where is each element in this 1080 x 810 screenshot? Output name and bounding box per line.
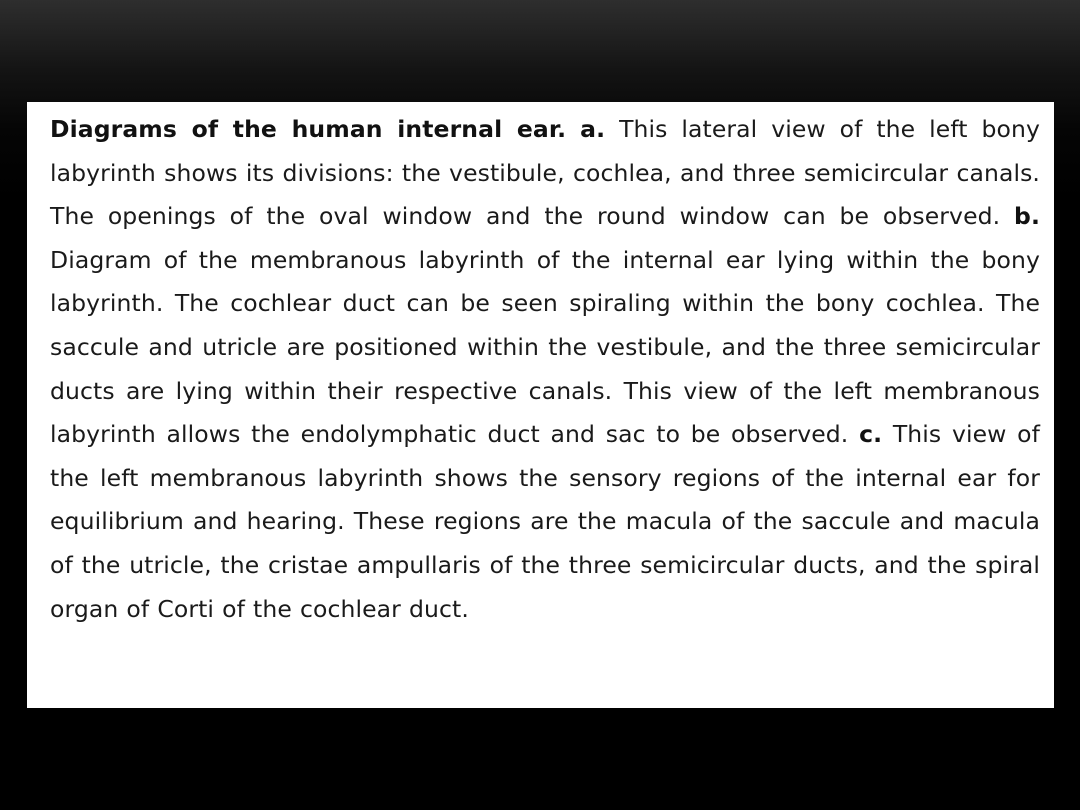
caption-label-a: a. bbox=[580, 115, 606, 143]
caption-label-c: c. bbox=[859, 420, 883, 449]
figure-caption-panel bbox=[27, 102, 1054, 708]
caption-text-b: Diagram of the membranous labyrinth of the internal ear lying within the bony labyrinth. The cochlear duct can be seen spiraling within the bony cochlea. The saccule and utricle are positioned within the vestibule, and the three semicircular ducts are lying within their respective canals. This view of the left membranous labyrinth allows the endolymphatic duct and sac to be observed. bbox=[50, 245, 1040, 449]
caption-heading: Diagrams of the human internal ear. bbox=[50, 115, 567, 143]
caption-text-c: This view of the left membranous labyrinth shows the sensory regions of the internal ear for equilibrium and hearing. These regions are the macula of the saccule and macula of the utricle, the cristae ampullaris of the three semicircular ducts, and the spiral organ of Corti of the cochlear duct. bbox=[50, 420, 1041, 623]
caption-text-a: This lateral view of the left bony labyrinth shows its divisions: the vestibule, cochlea, and three semicircular canals. The openings of the oval window and the round window can be observed. bbox=[50, 115, 1041, 231]
figure-caption bbox=[50, 108, 1040, 631]
caption-label-b: b. bbox=[1014, 202, 1040, 231]
